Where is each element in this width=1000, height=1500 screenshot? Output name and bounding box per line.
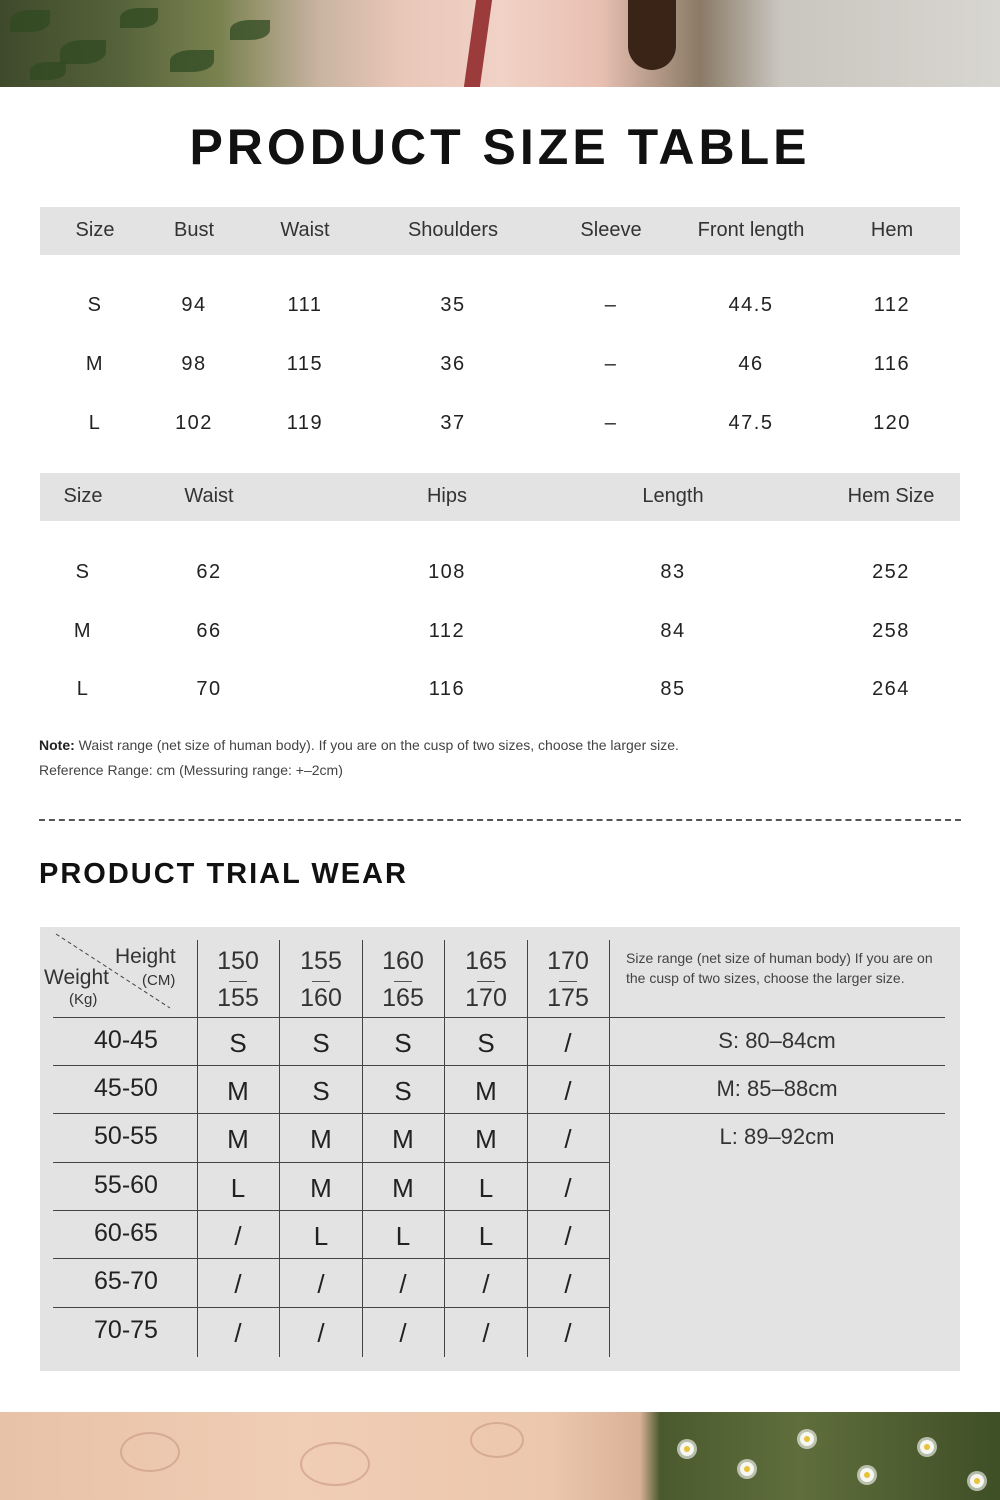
top-cell-2-5: 47.5 <box>728 412 774 434</box>
weight-row-2: 50-55 <box>94 1122 158 1150</box>
fit-cell-1-1: S <box>312 1076 330 1106</box>
top-photo-banner <box>0 0 1000 87</box>
top-cell-0-4: – <box>604 294 618 316</box>
size-range-1: M: 85–88cm <box>716 1076 838 1101</box>
top-header-5: Front length <box>697 219 805 241</box>
bottom-cell-1-0: M <box>73 620 93 642</box>
weight-row-4: 60-65 <box>94 1219 158 1247</box>
bottom-cell-2-1: 70 <box>196 678 222 700</box>
top-cell-0-6: 112 <box>873 294 911 316</box>
fit-cell-1-0: M <box>227 1076 249 1106</box>
weight-row-1: 45-50 <box>94 1074 158 1102</box>
height-bottom-4: 175 <box>547 984 589 1012</box>
bottom-header-1: Waist <box>184 485 234 507</box>
fit-cell-2-1: M <box>310 1124 332 1154</box>
top-cell-1-3: 36 <box>440 353 466 375</box>
fit-cell-1-2: S <box>394 1076 412 1106</box>
top-cell-1-1: 98 <box>181 353 207 375</box>
top-cell-2-1: 102 <box>175 412 213 434</box>
top-cell-1-2: 115 <box>286 353 324 375</box>
fit-cell-2-3: M <box>475 1124 497 1154</box>
bottom-cell-2-4: 264 <box>872 678 910 700</box>
top-cell-1-4: – <box>604 353 618 375</box>
top-header-0: Size <box>75 219 115 241</box>
height-range-dash-0 <box>229 981 247 982</box>
range-hline-2 <box>609 1113 945 1114</box>
bottom-cell-1-4: 258 <box>872 620 910 642</box>
fit-cell-2-0: M <box>227 1124 249 1154</box>
fit-cell-6-4: / <box>564 1318 572 1348</box>
bottom-header-0: Size <box>63 485 103 507</box>
fit-cell-5-3: / <box>482 1269 490 1299</box>
top-cell-2-6: 120 <box>873 412 911 434</box>
grid-hline-5 <box>53 1258 609 1259</box>
height-top-1: 155 <box>300 947 342 975</box>
fit-cell-3-1: M <box>310 1173 332 1203</box>
fit-cell-4-4: / <box>564 1221 572 1251</box>
height-top-4: 170 <box>547 947 589 975</box>
size-range-0: S: 80–84cm <box>718 1028 836 1053</box>
fit-cell-1-4: / <box>564 1076 572 1106</box>
height-range-dash-4 <box>559 981 577 982</box>
fit-cell-4-3: L <box>478 1221 494 1251</box>
grid-hline-1 <box>53 1065 609 1066</box>
height-bottom-3: 170 <box>465 984 507 1012</box>
fit-cell-3-0: L <box>230 1173 246 1203</box>
range-hline-0 <box>609 1017 945 1018</box>
bottom-header-4: Hem Size <box>847 485 935 507</box>
top-header-6: Hem <box>870 219 914 241</box>
fit-cell-0-4: / <box>564 1028 572 1058</box>
fit-cell-6-0: / <box>234 1318 242 1348</box>
trial-side-note: Size range (net size of human body) If you are on the cusp of two sizes, choose the larger size. <box>626 950 933 986</box>
top-cell-1-0: M <box>85 353 105 375</box>
bottom-cell-2-0: L <box>76 678 90 700</box>
top-cell-1-6: 116 <box>873 353 911 375</box>
fit-cell-0-1: S <box>312 1028 330 1058</box>
fit-cell-3-2: M <box>392 1173 414 1203</box>
bottom-cell-0-1: 62 <box>196 561 222 583</box>
height-label: Height <box>115 945 176 968</box>
height-bottom-2: 165 <box>382 984 424 1012</box>
grid-hline-0 <box>53 1017 609 1018</box>
height-top-0: 150 <box>217 947 259 975</box>
top-cell-0-5: 44.5 <box>728 294 774 316</box>
fit-cell-5-2: / <box>399 1269 407 1299</box>
fit-cell-0-3: S <box>477 1028 495 1058</box>
height-range-dash-1 <box>312 981 330 982</box>
top-header-2: Waist <box>280 219 330 241</box>
reference-range: Reference Range: cm (Messuring range: +–2cm) <box>39 762 343 778</box>
fit-cell-5-1: / <box>317 1269 325 1299</box>
bottom-cell-1-3: 84 <box>660 620 686 642</box>
height-top-2: 160 <box>382 947 424 975</box>
bottom-cell-2-2: 116 <box>428 678 466 700</box>
weight-row-6: 70-75 <box>94 1316 158 1344</box>
bottom-photo-banner <box>0 1412 1000 1500</box>
height-top-3: 165 <box>465 947 507 975</box>
bottom-cell-0-0: S <box>75 561 91 583</box>
fit-cell-3-3: L <box>478 1173 494 1203</box>
weight-row-0: 40-45 <box>94 1026 158 1054</box>
fit-cell-6-1: / <box>317 1318 325 1348</box>
fit-cell-5-0: / <box>234 1269 242 1299</box>
note-text: Waist range (net size of human body). If you are on the cusp of two sizes, choose the larger size. <box>78 737 679 753</box>
fit-cell-6-2: / <box>399 1318 407 1348</box>
bottom-header-2: Hips <box>426 485 467 507</box>
top-cell-1-5: 46 <box>738 353 764 375</box>
top-cell-0-0: S <box>87 294 103 316</box>
fit-cell-3-4: / <box>564 1173 572 1203</box>
top-cell-0-1: 94 <box>181 294 207 316</box>
size-range-2: L: 89–92cm <box>719 1124 835 1149</box>
size-note <box>39 737 679 753</box>
grid-vline-3 <box>444 940 445 1357</box>
fit-cell-2-4: / <box>564 1124 572 1154</box>
bottom-cell-2-3: 85 <box>660 678 686 700</box>
grid-vline-5 <box>609 940 610 1357</box>
fit-cell-0-2: S <box>394 1028 412 1058</box>
top-cell-0-3: 35 <box>440 294 466 316</box>
top-cell-2-2: 119 <box>286 412 324 434</box>
top-header-4: Sleeve <box>580 219 642 241</box>
height-range-dash-2 <box>394 981 412 982</box>
bottom-header-3: Length <box>642 485 704 507</box>
top-cell-2-0: L <box>88 412 102 434</box>
height-bottom-1: 160 <box>300 984 342 1012</box>
weight-unit: (Kg) <box>69 991 98 1008</box>
weight-label: Weight <box>44 966 109 989</box>
weight-row-5: 65-70 <box>94 1267 158 1295</box>
grid-hline-3 <box>53 1162 609 1163</box>
height-range-dash-3 <box>477 981 495 982</box>
bottom-cell-0-4: 252 <box>872 561 910 583</box>
top-cell-2-4: – <box>604 412 618 434</box>
grid-vline-1 <box>279 940 280 1357</box>
fit-cell-6-3: / <box>482 1318 490 1348</box>
range-hline-1 <box>609 1065 945 1066</box>
fit-cell-2-2: M <box>392 1124 414 1154</box>
trial-title: PRODUCT TRIAL WEAR <box>39 858 408 890</box>
bottom-cell-0-2: 108 <box>428 561 466 583</box>
grid-hline-4 <box>53 1210 609 1211</box>
fit-cell-5-4: / <box>564 1269 572 1299</box>
fit-cell-4-0: / <box>234 1221 242 1251</box>
note-label: Note: <box>39 737 75 753</box>
section-divider <box>39 819 961 821</box>
height-unit: (CM) <box>142 972 176 989</box>
top-header-1: Bust <box>173 219 215 241</box>
weight-row-3: 55-60 <box>94 1171 158 1199</box>
fit-cell-1-3: M <box>475 1076 497 1106</box>
bottom-cell-0-3: 83 <box>660 561 686 583</box>
grid-hline-2 <box>53 1113 609 1114</box>
grid-hline-6 <box>53 1307 609 1308</box>
bottom-cell-1-1: 66 <box>196 620 222 642</box>
bottom-cell-1-2: 112 <box>428 620 466 642</box>
top-cell-0-2: 111 <box>287 294 323 316</box>
height-bottom-0: 155 <box>217 984 259 1012</box>
fit-cell-0-0: S <box>229 1028 247 1058</box>
fit-cell-4-2: L <box>395 1221 411 1251</box>
top-cell-2-3: 37 <box>440 412 466 434</box>
top-header-3: Shoulders <box>407 219 499 241</box>
page-title: PRODUCT SIZE TABLE <box>189 119 811 175</box>
fit-cell-4-1: L <box>313 1221 329 1251</box>
